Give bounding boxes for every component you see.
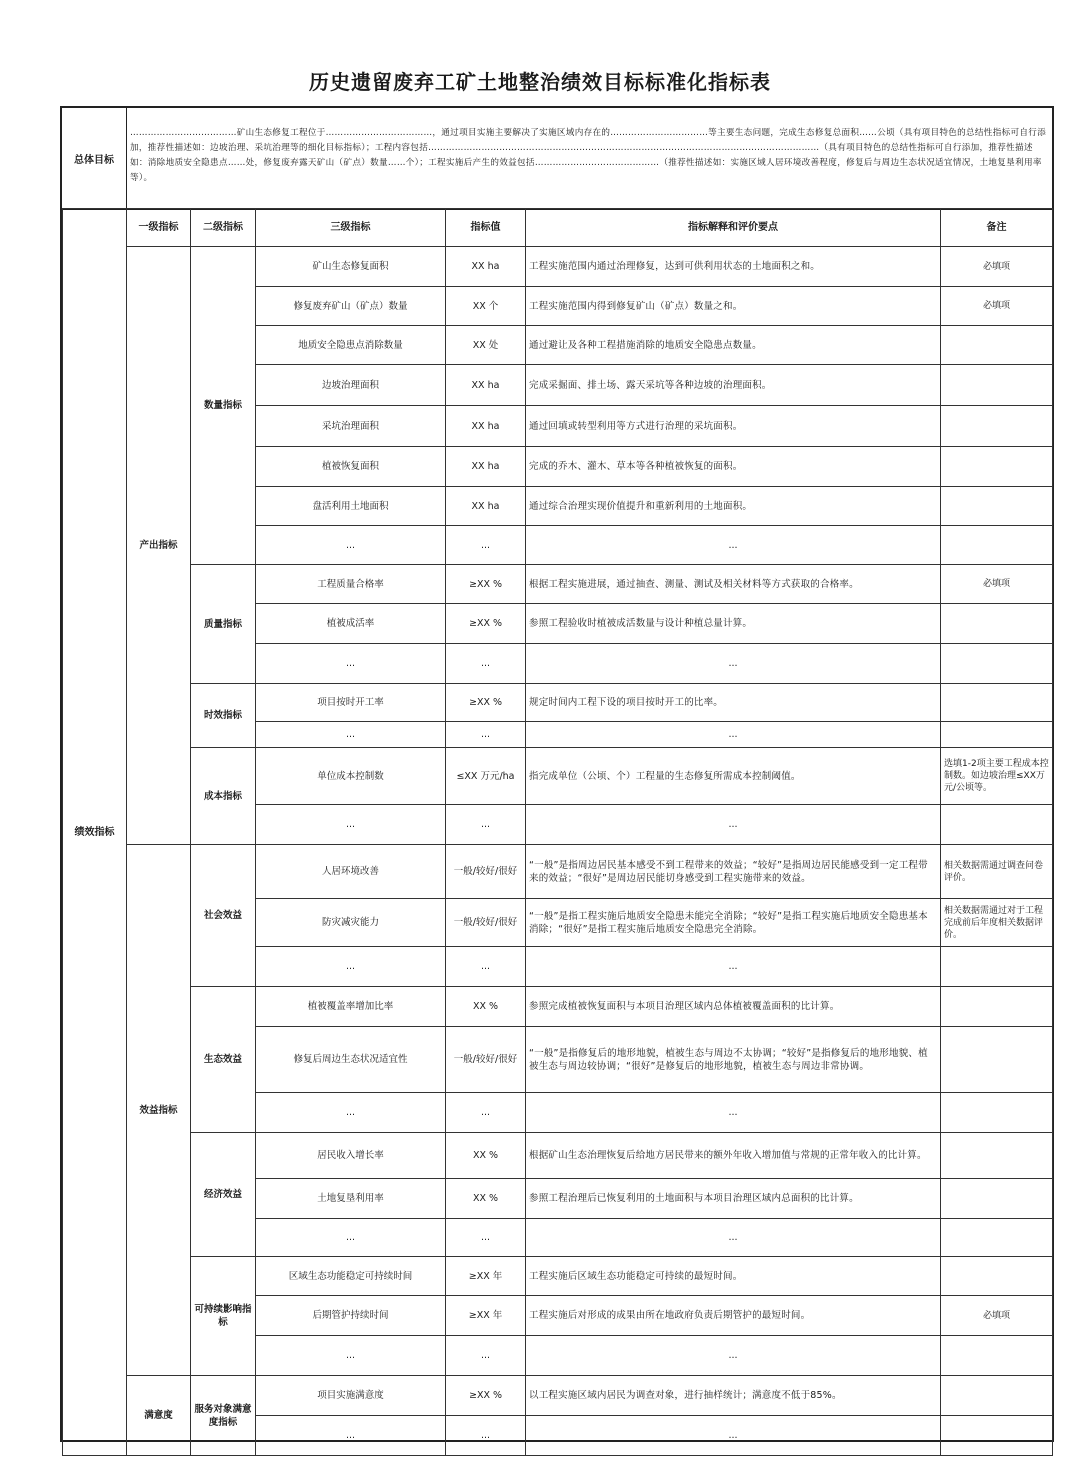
indicator-note bbox=[941, 1093, 1053, 1133]
level3-indicator: 矿山生态修复面积 bbox=[256, 247, 446, 287]
indicator-note bbox=[941, 1219, 1053, 1257]
indicator-note bbox=[941, 326, 1053, 365]
level2-social: 社会效益 bbox=[191, 845, 256, 987]
indicator-note bbox=[941, 987, 1053, 1027]
level2-cost: 成本指标 bbox=[191, 748, 256, 845]
indicator-value: ≥XX 年 bbox=[446, 1257, 526, 1296]
level3-indicator: 工程质量合格率 bbox=[256, 565, 446, 604]
header-level1: 一级指标 bbox=[127, 209, 191, 247]
indicator-note bbox=[941, 1336, 1053, 1376]
indicator-explanation: “一般”是指工程实施后地质安全隐患未能完全消除；“较好”是指工程实施后地质安全隐患基本消除；“很好”是指工程实施后地质安全隐患完全消除。 bbox=[526, 899, 941, 947]
indicator-table bbox=[62, 208, 1053, 1456]
indicator-note bbox=[941, 684, 1053, 722]
indicator-explanation: ... bbox=[526, 526, 941, 565]
indicator-value: ≥XX % bbox=[446, 1376, 526, 1416]
indicator-explanation: 工程实施范围内通过治理修复，达到可供利用状态的土地面积之和。 bbox=[526, 247, 941, 287]
level3-indicator: 采坑治理面积 bbox=[256, 406, 446, 447]
indicator-note: 必填项 bbox=[941, 247, 1053, 287]
level3-indicator: 防灾减灾能力 bbox=[256, 899, 446, 947]
indicator-explanation: 指完成单位（公顷、个）工程量的生态修复所需成本控制阈值。 bbox=[526, 748, 941, 805]
indicator-note bbox=[941, 947, 1053, 987]
indicator-explanation: 完成采掘面、排土场、露天采坑等各种边坡的治理面积。 bbox=[526, 365, 941, 406]
indicator-note: 选填1-2项主要工程成本控制数。如边坡治理≤XX万元/公顷等。 bbox=[941, 748, 1053, 805]
indicator-sheet bbox=[60, 106, 1054, 1442]
level3-indicator: ... bbox=[256, 1093, 446, 1133]
indicator-value: ... bbox=[446, 526, 526, 565]
indicator-explanation: “一般”是指修复后的地形地貌，植被生态与周边不太协调；“较好”是指修复后的地形地貌、植被生态与周边较协调；“很好”是修复后的地形地貌，植被生态与周边非常协调。 bbox=[526, 1027, 941, 1093]
level3-indicator: ... bbox=[256, 1219, 446, 1257]
indicator-value: ... bbox=[446, 805, 526, 845]
indicator-note bbox=[941, 644, 1053, 684]
level2-economic: 经济效益 bbox=[191, 1133, 256, 1257]
header-explanation: 指标解释和评价要点 bbox=[526, 209, 941, 247]
level3-indicator: ... bbox=[256, 947, 446, 987]
indicator-value: ... bbox=[446, 1093, 526, 1133]
indicator-explanation: ... bbox=[526, 1416, 941, 1456]
indicator-value: ... bbox=[446, 644, 526, 684]
indicator-note: 相关数据需通过调查问卷评价。 bbox=[941, 845, 1053, 899]
header-level2: 二级指标 bbox=[191, 209, 256, 247]
table-row bbox=[63, 247, 1053, 287]
table-row bbox=[63, 1376, 1053, 1416]
level3-indicator: ... bbox=[256, 805, 446, 845]
level2-quantity: 数量指标 bbox=[191, 247, 256, 565]
indicator-value: XX 处 bbox=[446, 326, 526, 365]
indicator-value: ... bbox=[446, 1336, 526, 1376]
header-value: 指标值 bbox=[446, 209, 526, 247]
indicator-explanation: 根据矿山生态治理恢复后给地方居民带来的额外年收入增加值与常规的正常年收入的比计算。 bbox=[526, 1133, 941, 1179]
indicator-explanation: 通过回填或转型利用等方式进行治理的采坑面积。 bbox=[526, 406, 941, 447]
indicator-value: XX % bbox=[446, 987, 526, 1027]
indicator-value: XX % bbox=[446, 1133, 526, 1179]
indicator-value: ≥XX 年 bbox=[446, 1296, 526, 1336]
indicator-value: XX ha bbox=[446, 487, 526, 526]
indicator-note bbox=[941, 604, 1053, 644]
indicator-explanation: ... bbox=[526, 644, 941, 684]
indicator-explanation: 参照完成植被恢复面积与本项目治理区域内总体植被覆盖面积的比计算。 bbox=[526, 987, 941, 1027]
indicator-value: XX ha bbox=[446, 247, 526, 287]
level3-indicator: 地质安全隐患点消除数量 bbox=[256, 326, 446, 365]
indicator-value: XX ha bbox=[446, 447, 526, 487]
table-row bbox=[63, 684, 1053, 722]
level2-quality: 质量指标 bbox=[191, 565, 256, 684]
indicator-note bbox=[941, 1257, 1053, 1296]
indicator-note bbox=[941, 722, 1053, 748]
indicator-value: 一般/较好/很好 bbox=[446, 845, 526, 899]
level3-indicator: 后期管护持续时间 bbox=[256, 1296, 446, 1336]
indicator-note bbox=[941, 487, 1053, 526]
table-row bbox=[63, 987, 1053, 1027]
indicator-explanation: 规定时间内工程下设的项目按时开工的比率。 bbox=[526, 684, 941, 722]
indicator-value: XX 个 bbox=[446, 287, 526, 326]
level3-indicator: 盘活利用土地面积 bbox=[256, 487, 446, 526]
indicator-note bbox=[941, 1133, 1053, 1179]
indicator-explanation: 工程实施范围内得到修复矿山（矿点）数量之和。 bbox=[526, 287, 941, 326]
performance-indicator-label: 绩效指标 bbox=[63, 209, 127, 1456]
indicator-value: 一般/较好/很好 bbox=[446, 899, 526, 947]
indicator-note bbox=[941, 805, 1053, 845]
indicator-explanation: 以工程实施区域内居民为调查对象，进行抽样统计；满意度不低于85%。 bbox=[526, 1376, 941, 1416]
table-row bbox=[63, 565, 1053, 604]
level3-indicator: 修复废弃矿山（矿点）数量 bbox=[256, 287, 446, 326]
level3-indicator: 项目按时开工率 bbox=[256, 684, 446, 722]
indicator-explanation: ... bbox=[526, 722, 941, 748]
header-level3: 三级指标 bbox=[256, 209, 446, 247]
level3-indicator: 植被恢复面积 bbox=[256, 447, 446, 487]
indicator-explanation: ... bbox=[526, 805, 941, 845]
indicator-explanation: ... bbox=[526, 1093, 941, 1133]
indicator-note: 必填项 bbox=[941, 565, 1053, 604]
overall-objective-label: 总体目标 bbox=[62, 108, 127, 208]
indicator-note bbox=[941, 1416, 1053, 1456]
indicator-note bbox=[941, 447, 1053, 487]
indicator-explanation: 通过综合治理实现价值提升和重新利用的土地面积。 bbox=[526, 487, 941, 526]
level3-indicator: 植被覆盖率增加比率 bbox=[256, 987, 446, 1027]
level3-indicator: 项目实施满意度 bbox=[256, 1376, 446, 1416]
indicator-value: 一般/较好/很好 bbox=[446, 1027, 526, 1093]
indicator-explanation: 参照工程验收时植被成活数量与设计种植总量计算。 bbox=[526, 604, 941, 644]
level2-ecological: 生态效益 bbox=[191, 987, 256, 1133]
overall-objective bbox=[62, 108, 1052, 210]
table-row bbox=[63, 1133, 1053, 1179]
table-row bbox=[63, 845, 1053, 899]
indicator-note bbox=[941, 1179, 1053, 1219]
indicator-note: 相关数据需通过对于工程完成前后年度相关数据评价。 bbox=[941, 899, 1053, 947]
level2-timeliness: 时效指标 bbox=[191, 684, 256, 748]
indicator-value: ... bbox=[446, 1219, 526, 1257]
indicator-explanation: ... bbox=[526, 1336, 941, 1376]
page-title: 历史遗留废弃工矿土地整治绩效目标标准化指标表 bbox=[309, 70, 771, 94]
level3-indicator: 单位成本控制数 bbox=[256, 748, 446, 805]
indicator-explanation: ... bbox=[526, 1219, 941, 1257]
level3-indicator: ... bbox=[256, 722, 446, 748]
overall-objective-text: ………………………………矿山生态修复工程位于………………………………，通过项目实施主要解决了实施区域内存在的……………………………等主要生态问题，完成生态修复总面积……公顷（具有项目特色的总结性指标可自行添加，推荐性描述如：边坡治理、采坑治理等的细化目标指标）；工程内容包括……………………………………………………………………………………………………………………（具有项目特色的总结性指标可自行添加，推荐性描述如：消除地质安全隐患点……处，修复废弃露天矿山（矿点）数量……个）；工程实施后产生的效益包括……………………………………（推荐性描述如：实施区域人居环境改善程度，修复后与周边生态状况适宜情况，土地复垦利用率等）。 bbox=[130, 128, 1047, 183]
indicator-value: XX % bbox=[446, 1179, 526, 1219]
level1-satisfaction: 满意度 bbox=[127, 1376, 191, 1456]
level3-indicator: ... bbox=[256, 644, 446, 684]
level1-output: 产出指标 bbox=[127, 247, 191, 845]
indicator-value: ... bbox=[446, 722, 526, 748]
indicator-note bbox=[941, 526, 1053, 565]
indicator-value: XX ha bbox=[446, 406, 526, 447]
indicator-explanation: 根据工程实施进展，通过抽查、测量、测试及相关材料等方式获取的合格率。 bbox=[526, 565, 941, 604]
indicator-value: ≥XX % bbox=[446, 565, 526, 604]
indicator-note: 必填项 bbox=[941, 1296, 1053, 1336]
indicator-note bbox=[941, 1027, 1053, 1093]
indicator-value: ≥XX % bbox=[446, 684, 526, 722]
level3-indicator: 居民收入增长率 bbox=[256, 1133, 446, 1179]
indicator-explanation: 完成的乔木、灌木、草本等各种植被恢复的面积。 bbox=[526, 447, 941, 487]
indicator-explanation: 工程实施后对形成的成果由所在地政府负责后期管护的最短时间。 bbox=[526, 1296, 941, 1336]
level3-indicator: 植被成活率 bbox=[256, 604, 446, 644]
indicator-note bbox=[941, 365, 1053, 406]
indicator-explanation: “一般”是指周边居民基本感受不到工程带来的效益；“较好”是指周边居民能感受到一定工程带来的效益；“很好”是周边居民能切身感受到工程实施带来的效益。 bbox=[526, 845, 941, 899]
indicator-value: ≤XX 万元/ha bbox=[446, 748, 526, 805]
indicator-explanation: 参照工程治理后已恢复利用的土地面积与本项目治理区域内总面积的比计算。 bbox=[526, 1179, 941, 1219]
level3-indicator: ... bbox=[256, 526, 446, 565]
indicator-explanation: ... bbox=[526, 947, 941, 987]
indicator-value: ... bbox=[446, 947, 526, 987]
level1-benefit: 效益指标 bbox=[127, 845, 191, 1376]
indicator-note: 必填项 bbox=[941, 287, 1053, 326]
level3-indicator: 人居环境改善 bbox=[256, 845, 446, 899]
level3-indicator: 土地复垦利用率 bbox=[256, 1179, 446, 1219]
indicator-value: ≥XX % bbox=[446, 604, 526, 644]
indicator-explanation: 工程实施后区域生态功能稳定可持续的最短时间。 bbox=[526, 1257, 941, 1296]
indicator-value: XX ha bbox=[446, 365, 526, 406]
level3-indicator: ... bbox=[256, 1416, 446, 1456]
table-row bbox=[63, 1257, 1053, 1296]
indicator-value: ... bbox=[446, 1416, 526, 1456]
indicator-explanation: 通过避让及各种工程措施消除的地质安全隐患点数量。 bbox=[526, 326, 941, 365]
table-row bbox=[63, 748, 1053, 805]
level3-indicator: 边坡治理面积 bbox=[256, 365, 446, 406]
table-header-row bbox=[63, 209, 1053, 247]
indicator-note bbox=[941, 1376, 1053, 1416]
level2-sustainable: 可持续影响指标 bbox=[191, 1257, 256, 1376]
level3-indicator: ... bbox=[256, 1336, 446, 1376]
level3-indicator: 修复后周边生态状况适宜性 bbox=[256, 1027, 446, 1093]
level3-indicator: 区域生态功能稳定可持续时间 bbox=[256, 1257, 446, 1296]
indicator-note bbox=[941, 406, 1053, 447]
level2-service: 服务对象满意度指标 bbox=[191, 1376, 256, 1456]
header-note: 备注 bbox=[941, 209, 1053, 247]
